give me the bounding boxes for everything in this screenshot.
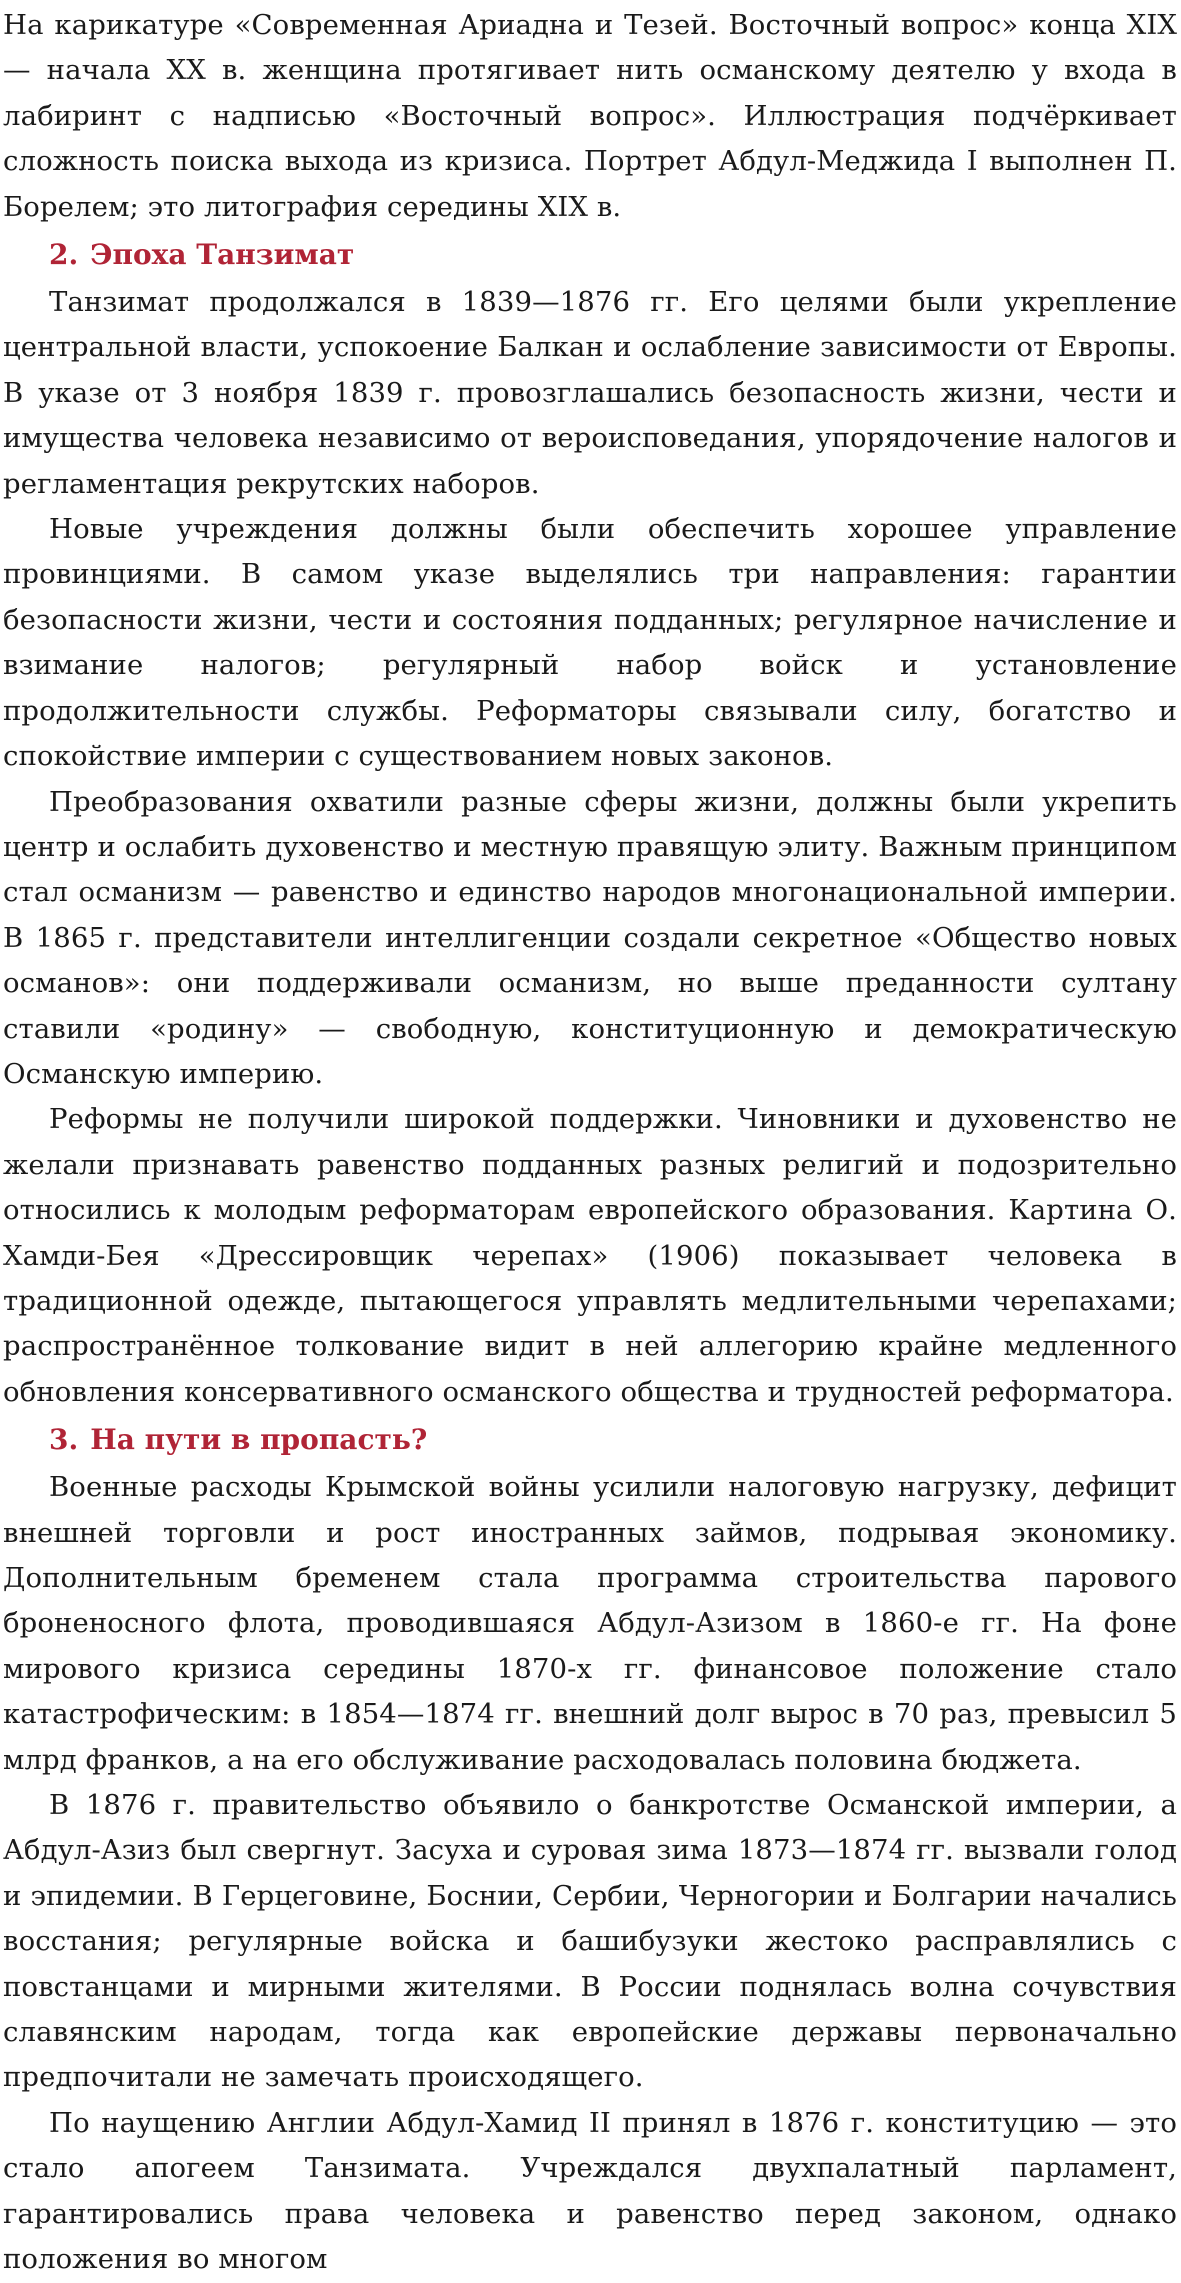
section-2-paragraph-3: Преобразования охватили разные сферы жизни, должны были укрепить центр и ослабить духовенство и местную правящую элиту. Важным принципом стал османизм — равенство и единство народов многонациональной империи. В 1865 г. представители интеллигенции создали секретное «Общество новых османов»: они поддерживали османизм, но выше преданности султану ставили «родину» — свободную, конституционную и демократическую Османскую империю. — [3, 785, 1177, 1090]
section-3-paragraph-3: По наущению Англии Абдул-Хамид II принял в 1876 г. конституцию — это стало апогеем Танзимата. Учреждался двухпалатный парламент, гарантировались права человека и равенство перед законом, однако положения во многом — [3, 2106, 1177, 2276]
section-2-heading — [3, 230, 1177, 280]
section-2-title: Эпоха Танзимат — [90, 238, 355, 272]
section-2-number: 2. — [49, 238, 79, 272]
section-3-number: 3. — [49, 1423, 79, 1457]
section-3-paragraph-2: В 1876 г. правительство объявило о банкротстве Османской империи, а Абдул-Азиз был свергнут. Засуха и суровая зима 1873—1874 гг. вызвали голод и эпидемии. В Герцеговине, Боснии, Сербии, Черногории и Болгарии начались восстания; регулярные войска и башибузуки жестоко расправлялись с повстанцами и мирными жителями. В России поднялась волна сочувствия славянским народам, тогда как европейские державы первоначально предпочитали не замечать происходящего. — [3, 1789, 1177, 2094]
section-2-paragraph-1: Танзимат продолжался в 1839—1876 гг. Его целями были укрепление центральной власти, успокоение Балкан и ослабление зависимости от Европы. В указе от 3 ноября 1839 г. провозглашались безопасность жизни, чести и имущества человека независимо от вероисповедания, упорядочение налогов и регламентация рекрутских наборов. — [3, 286, 1177, 500]
section-3-heading — [3, 1415, 1177, 1465]
section-3-paragraph-1: Военные расходы Крымской войны усилили налоговую нагрузку, дефицит внешней торговли и рост иностранных займов, подрывая экономику. Дополнительным бременем стала программа строительства парового броненосного флота, проводившаяся Абдул-Азизом в 1860-е гг. На фоне мирового кризиса середины 1870-х гг. финансовое положение стало катастрофическим: в 1854—1874 гг. внешний долг вырос в 70 раз, превысил 5 млрд франков, а на его обслуживание расходовалась половина бюджета. — [3, 1471, 1177, 1776]
section-2-paragraph-2: Новые учреждения должны были обеспечить хорошее управление провинциями. В самом указе выделялись три направления: гарантии безопасности жизни, чести и состояния подданных; регулярное начисление и взимание налогов; регулярный набор войск и установление продолжительности службы. Реформаторы связывали силу, богатство и спокойствие империи с существованием новых законов. — [3, 513, 1177, 773]
section-3-title: На пути в пропасть? — [90, 1423, 428, 1457]
intro-paragraph: На карикатуре «Современная Ариадна и Тезей. Восточный вопрос» конца XIX — начала XX в. женщина протягивает нить османскому деятелю у входа в лабиринт с надписью «Восточный вопрос». Иллюстрация подчёркивает сложность поиска выхода из кризиса. Портрет Абдул-Меджида I выполнен П. Борелем; это литография середины XIX в. — [3, 9, 1177, 223]
section-2-paragraph-4: Реформы не получили широкой поддержки. Чиновники и духовенство не желали признавать равенство подданных разных религий и подозрительно относились к молодым реформаторам европейского образования. Картина О. Хамди-Бея «Дрессировщик черепах» (1906) показывает человека в традиционной одежде, пытающегося управлять медлительными черепахами; распространённое толкование видит в ней аллегорию крайне медленного обновления консервативного османского общества и трудностей реформатора. — [3, 1103, 1177, 1408]
